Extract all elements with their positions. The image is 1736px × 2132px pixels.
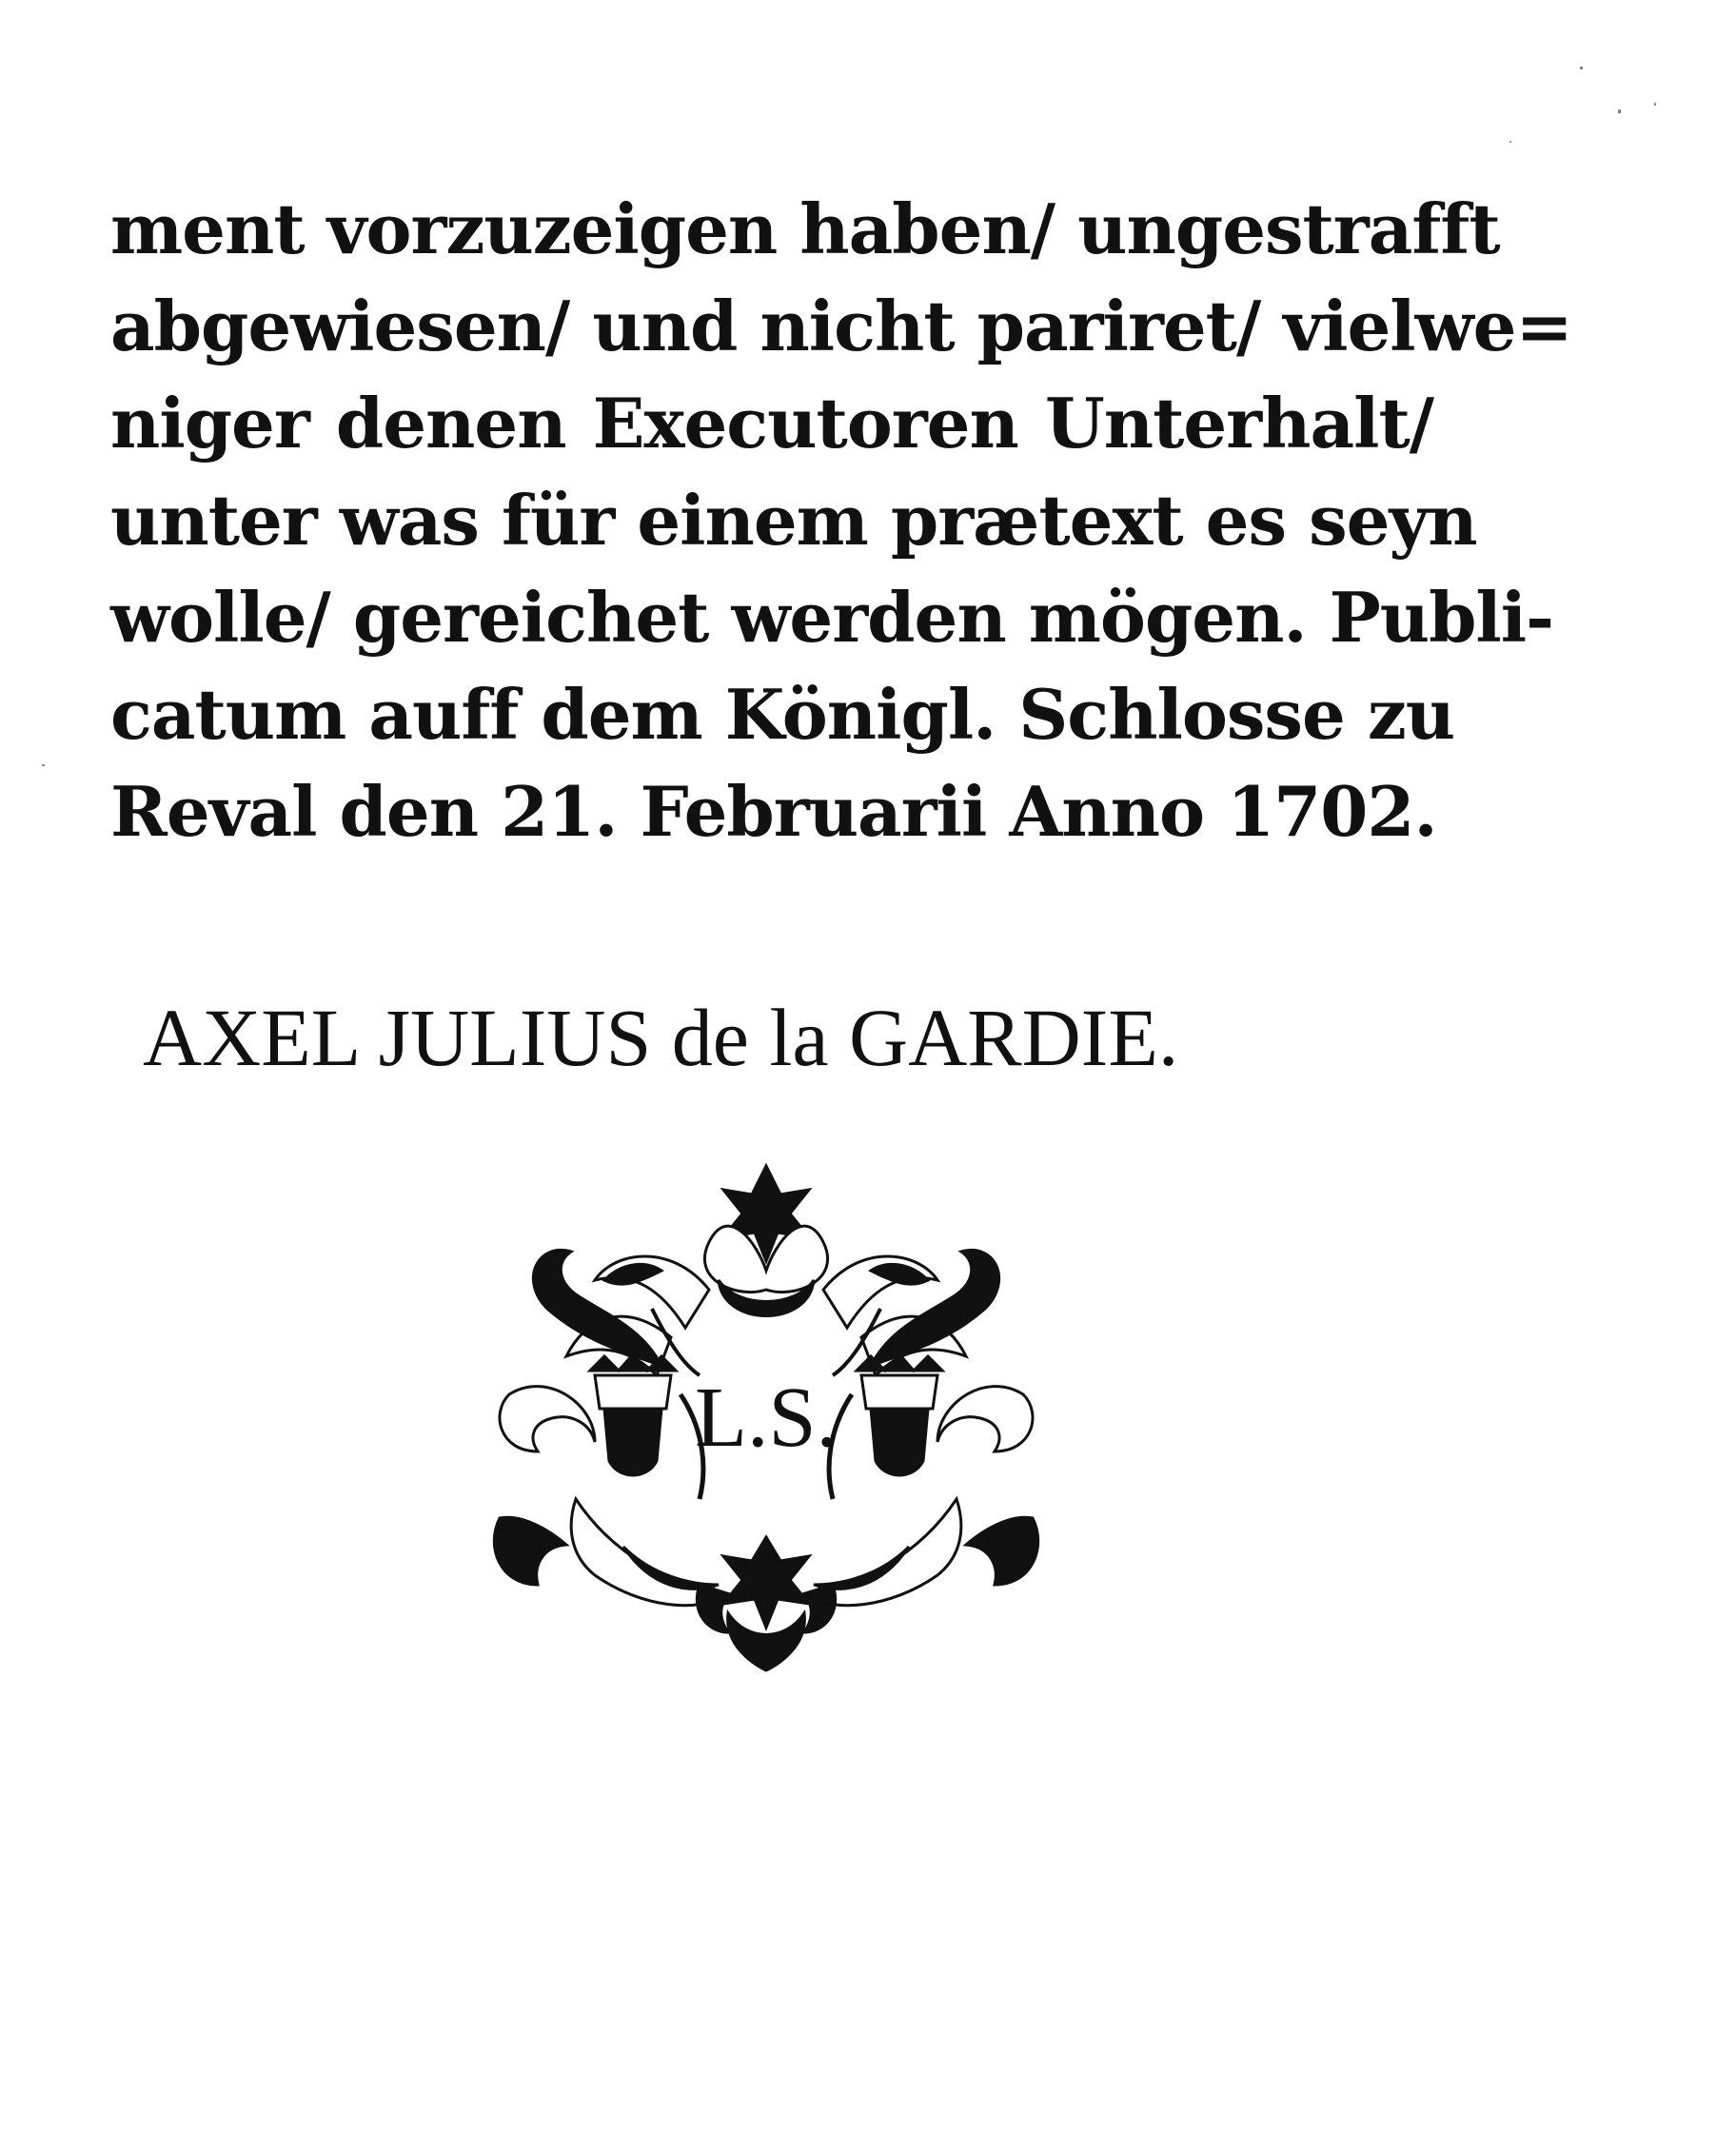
- paper-speck: [1618, 109, 1621, 113]
- floral-wreath-seal-icon: [481, 1137, 1052, 1689]
- paper-speck: [1509, 141, 1511, 143]
- text-line-6: catum auff dem Königl. Schlosse zu: [110, 674, 1455, 755]
- text-line-4: unter was für einem prætext es seyn: [110, 480, 1477, 561]
- signature: AXEL JULIUS de la GARDIE.: [143, 992, 1179, 1083]
- paper-speck: [1580, 67, 1583, 69]
- proclamation-text: [110, 181, 1572, 860]
- text-line-2: abgewiesen/ und nicht pariret/ vielwe=: [110, 286, 1572, 366]
- text-line-7: Reval den 21. Februarii Anno 1702.: [110, 771, 1437, 852]
- text-line-1: ment vorzuzeigen haben/ ungestrafft: [110, 188, 1500, 269]
- seal-label: L.S.: [694, 1371, 838, 1465]
- text-line-3: niger denen Executoren Unterhalt/: [110, 383, 1433, 464]
- paper-speck: [1654, 103, 1656, 106]
- text-line-5: wolle/ gereichet werden mögen. Publi-: [110, 577, 1553, 658]
- paper-speck: [42, 764, 45, 766]
